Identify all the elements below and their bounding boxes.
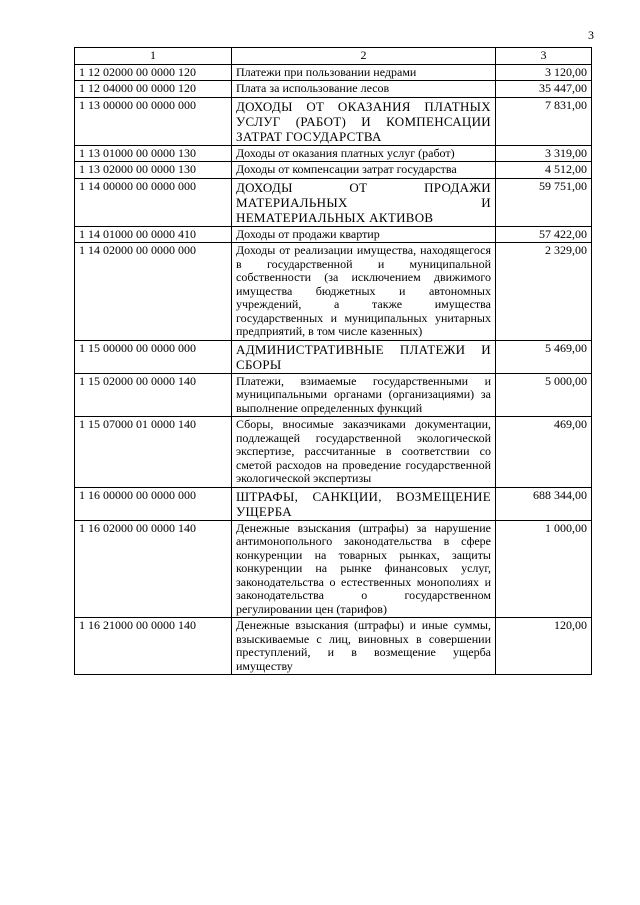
table-row	[75, 520, 592, 618]
budget-code-cell: 1 16 00000 00 0000 000	[75, 487, 232, 520]
amount-cell: 5 000,00	[496, 373, 592, 417]
table-row	[75, 618, 592, 675]
revenue-name-cell: Денежные взыскания (штрафы) за нарушение антимонопольного законодательства в сфере конкуренции на товарных рынках, защиты конкуренции на рынке финансовых услуг, законодательства о естественных монополиях и законодательства о государственном регулировании цен (тарифов)	[232, 520, 496, 618]
column-header-amount: 3	[496, 48, 592, 65]
table-row	[75, 417, 592, 488]
revenue-name-cell: ДОХОДЫ ОТ ОКАЗАНИЯ ПЛАТНЫХ УСЛУГ (РАБОТ) И КОМПЕНСАЦИИ ЗАТРАТ ГОСУДАРСТВА	[232, 97, 496, 145]
amount-cell: 1 000,00	[496, 520, 592, 618]
revenue-name-cell: АДМИНИСТРАТИВНЫЕ ПЛАТЕЖИ И СБОРЫ	[232, 340, 496, 373]
page-number: 3	[588, 28, 594, 42]
amount-cell: 120,00	[496, 618, 592, 675]
amount-cell: 469,00	[496, 417, 592, 488]
table-row	[75, 64, 592, 81]
revenue-name-cell: Доходы от оказания платных услуг (работ)	[232, 145, 496, 162]
budget-code-cell: 1 16 02000 00 0000 140	[75, 520, 232, 618]
column-header-code: 1	[75, 48, 232, 65]
table-header-row	[75, 48, 592, 65]
revenue-name-cell: ШТРАФЫ, САНКЦИИ, ВОЗМЕЩЕНИЕ УЩЕРБА	[232, 487, 496, 520]
budget-code-cell: 1 14 00000 00 0000 000	[75, 178, 232, 226]
table-row	[75, 97, 592, 145]
revenue-name-cell: Платежи, взимаемые государственными и муниципальными органами (организациями) за выполнение определенных функций	[232, 373, 496, 417]
budget-code-cell: 1 16 21000 00 0000 140	[75, 618, 232, 675]
amount-cell: 3 319,00	[496, 145, 592, 162]
amount-cell: 2 329,00	[496, 243, 592, 341]
amount-cell: 57 422,00	[496, 226, 592, 243]
revenue-name-cell: Доходы от реализации имущества, находящегося в государственной и муниципальной собственности (за исключением движимого имущества бюджетных и автономных учреждений, а также имущества государственных и муниципальных унитарных предприятий, в том числе казенных)	[232, 243, 496, 341]
amount-cell: 7 831,00	[496, 97, 592, 145]
amount-cell: 35 447,00	[496, 81, 592, 98]
revenue-name-cell: Сборы, вносимые заказчиками документации, подлежащей государственной экологической экспертизе, рассчитанные в соответствии со сметой расходов на проведение государственной экологической экспертизы	[232, 417, 496, 488]
revenue-name-cell: Денежные взыскания (штрафы) и иные суммы, взыскиваемые с лиц, виновных в совершении преступлений, и в возмещение ущерба имуществу	[232, 618, 496, 675]
budget-code-cell: 1 13 01000 00 0000 130	[75, 145, 232, 162]
budget-code-cell: 1 15 00000 00 0000 000	[75, 340, 232, 373]
table-row	[75, 145, 592, 162]
amount-cell: 59 751,00	[496, 178, 592, 226]
budget-code-cell: 1 14 01000 00 0000 410	[75, 226, 232, 243]
budget-code-cell: 1 12 02000 00 0000 120	[75, 64, 232, 81]
table-row	[75, 162, 592, 179]
column-header-name: 2	[232, 48, 496, 65]
revenue-name-cell: ДОХОДЫ ОТ ПРОДАЖИ МАТЕРИАЛЬНЫХ И НЕМАТЕРИАЛЬНЫХ АКТИВОВ	[232, 178, 496, 226]
table-row	[75, 487, 592, 520]
table-row	[75, 373, 592, 417]
revenue-name-cell: Плата за использование лесов	[232, 81, 496, 98]
amount-cell: 4 512,00	[496, 162, 592, 179]
revenue-name-cell: Платежи при пользовании недрами	[232, 64, 496, 81]
table-row	[75, 243, 592, 341]
budget-code-cell: 1 15 02000 00 0000 140	[75, 373, 232, 417]
amount-cell: 688 344,00	[496, 487, 592, 520]
budget-code-cell: 1 12 04000 00 0000 120	[75, 81, 232, 98]
table-row	[75, 81, 592, 98]
budget-code-cell: 1 13 02000 00 0000 130	[75, 162, 232, 179]
table-row	[75, 178, 592, 226]
budget-code-cell: 1 14 02000 00 0000 000	[75, 243, 232, 341]
amount-cell: 5 469,00	[496, 340, 592, 373]
amount-cell: 3 120,00	[496, 64, 592, 81]
revenue-name-cell: Доходы от компенсации затрат государства	[232, 162, 496, 179]
table-row	[75, 340, 592, 373]
table-row	[75, 226, 592, 243]
revenue-name-cell: Доходы от продажи квартир	[232, 226, 496, 243]
budget-code-cell: 1 13 00000 00 0000 000	[75, 97, 232, 145]
budget-revenue-table	[74, 47, 592, 675]
budget-code-cell: 1 15 07000 01 0000 140	[75, 417, 232, 488]
